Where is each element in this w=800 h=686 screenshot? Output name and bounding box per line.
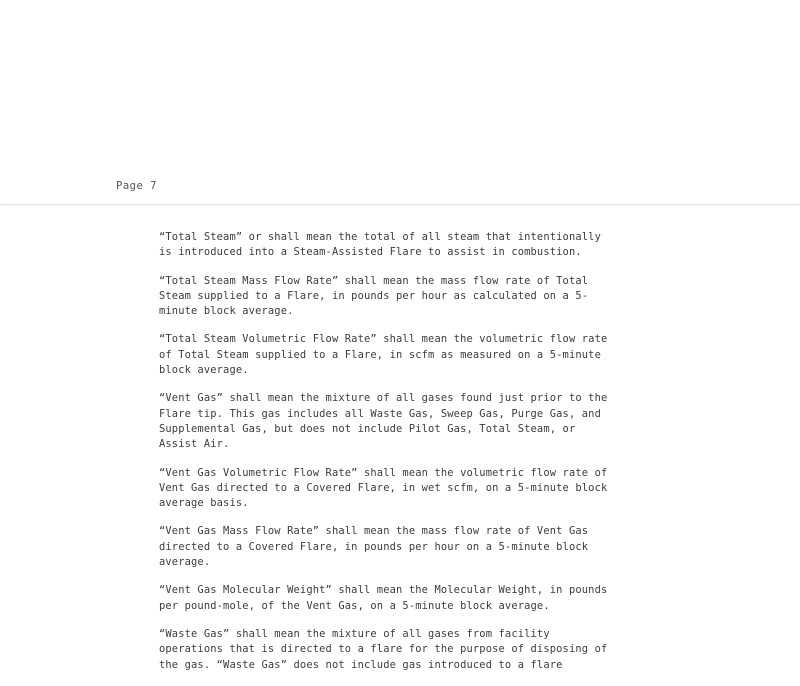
page-divider — [0, 204, 800, 205]
definition-paragraph: “Vent Gas Mass Flow Rate” shall mean the mass flow rate of Vent Gas directed to a Covered Flare, in pounds per hour on a 5-minute block average. — [159, 525, 589, 569]
definition-paragraph: “Total Steam Mass Flow Rate” shall mean the mass flow rate of Total Steam supplied to a Flare, in pounds per hour as calculated on a 5- minute block average. — [159, 274, 589, 318]
definition-paragraph: “Vent Gas Volumetric Flow Rate” shall mean the volumetric flow rate of Vent Gas directed to a Covered Flare, in wet scfm, on a 5-minute block average basis. — [159, 466, 608, 510]
page-number: Page 7 — [116, 180, 157, 192]
definition-paragraph: “Vent Gas Molecular Weight” shall mean the Molecular Weight, in pounds per pound-mole, of the Vent Gas, on a 5-minute block average. — [159, 584, 608, 612]
definition-paragraph: “Total Steam Volumetric Flow Rate” shall mean the volumetric flow rate of Total Steam supplied to a Flare, in scfm as measured on a 5-minute block average. — [159, 333, 608, 377]
definition-paragraph: “Total Steam” or shall mean the total of all steam that intentionally is introduced into a Steam-Assisted Flare to assist in combustion. — [159, 231, 601, 259]
document-body — [159, 230, 649, 686]
definition-paragraph: “Vent Gas” shall mean the mixture of all gases found just prior to the Flare tip. This gas includes all Waste Gas, Sweep Gas, Purge Gas, and Supplemental Gas, but does not include Pilot Gas, Total Steam, or Assist Air. — [159, 392, 608, 451]
definition-paragraph: “Waste Gas” shall mean the mixture of all gases from facility operations that is directed to a flare for the purpose of disposing of the gas. “Waste Gas” does not include gas introduced to a flare — [159, 627, 608, 671]
